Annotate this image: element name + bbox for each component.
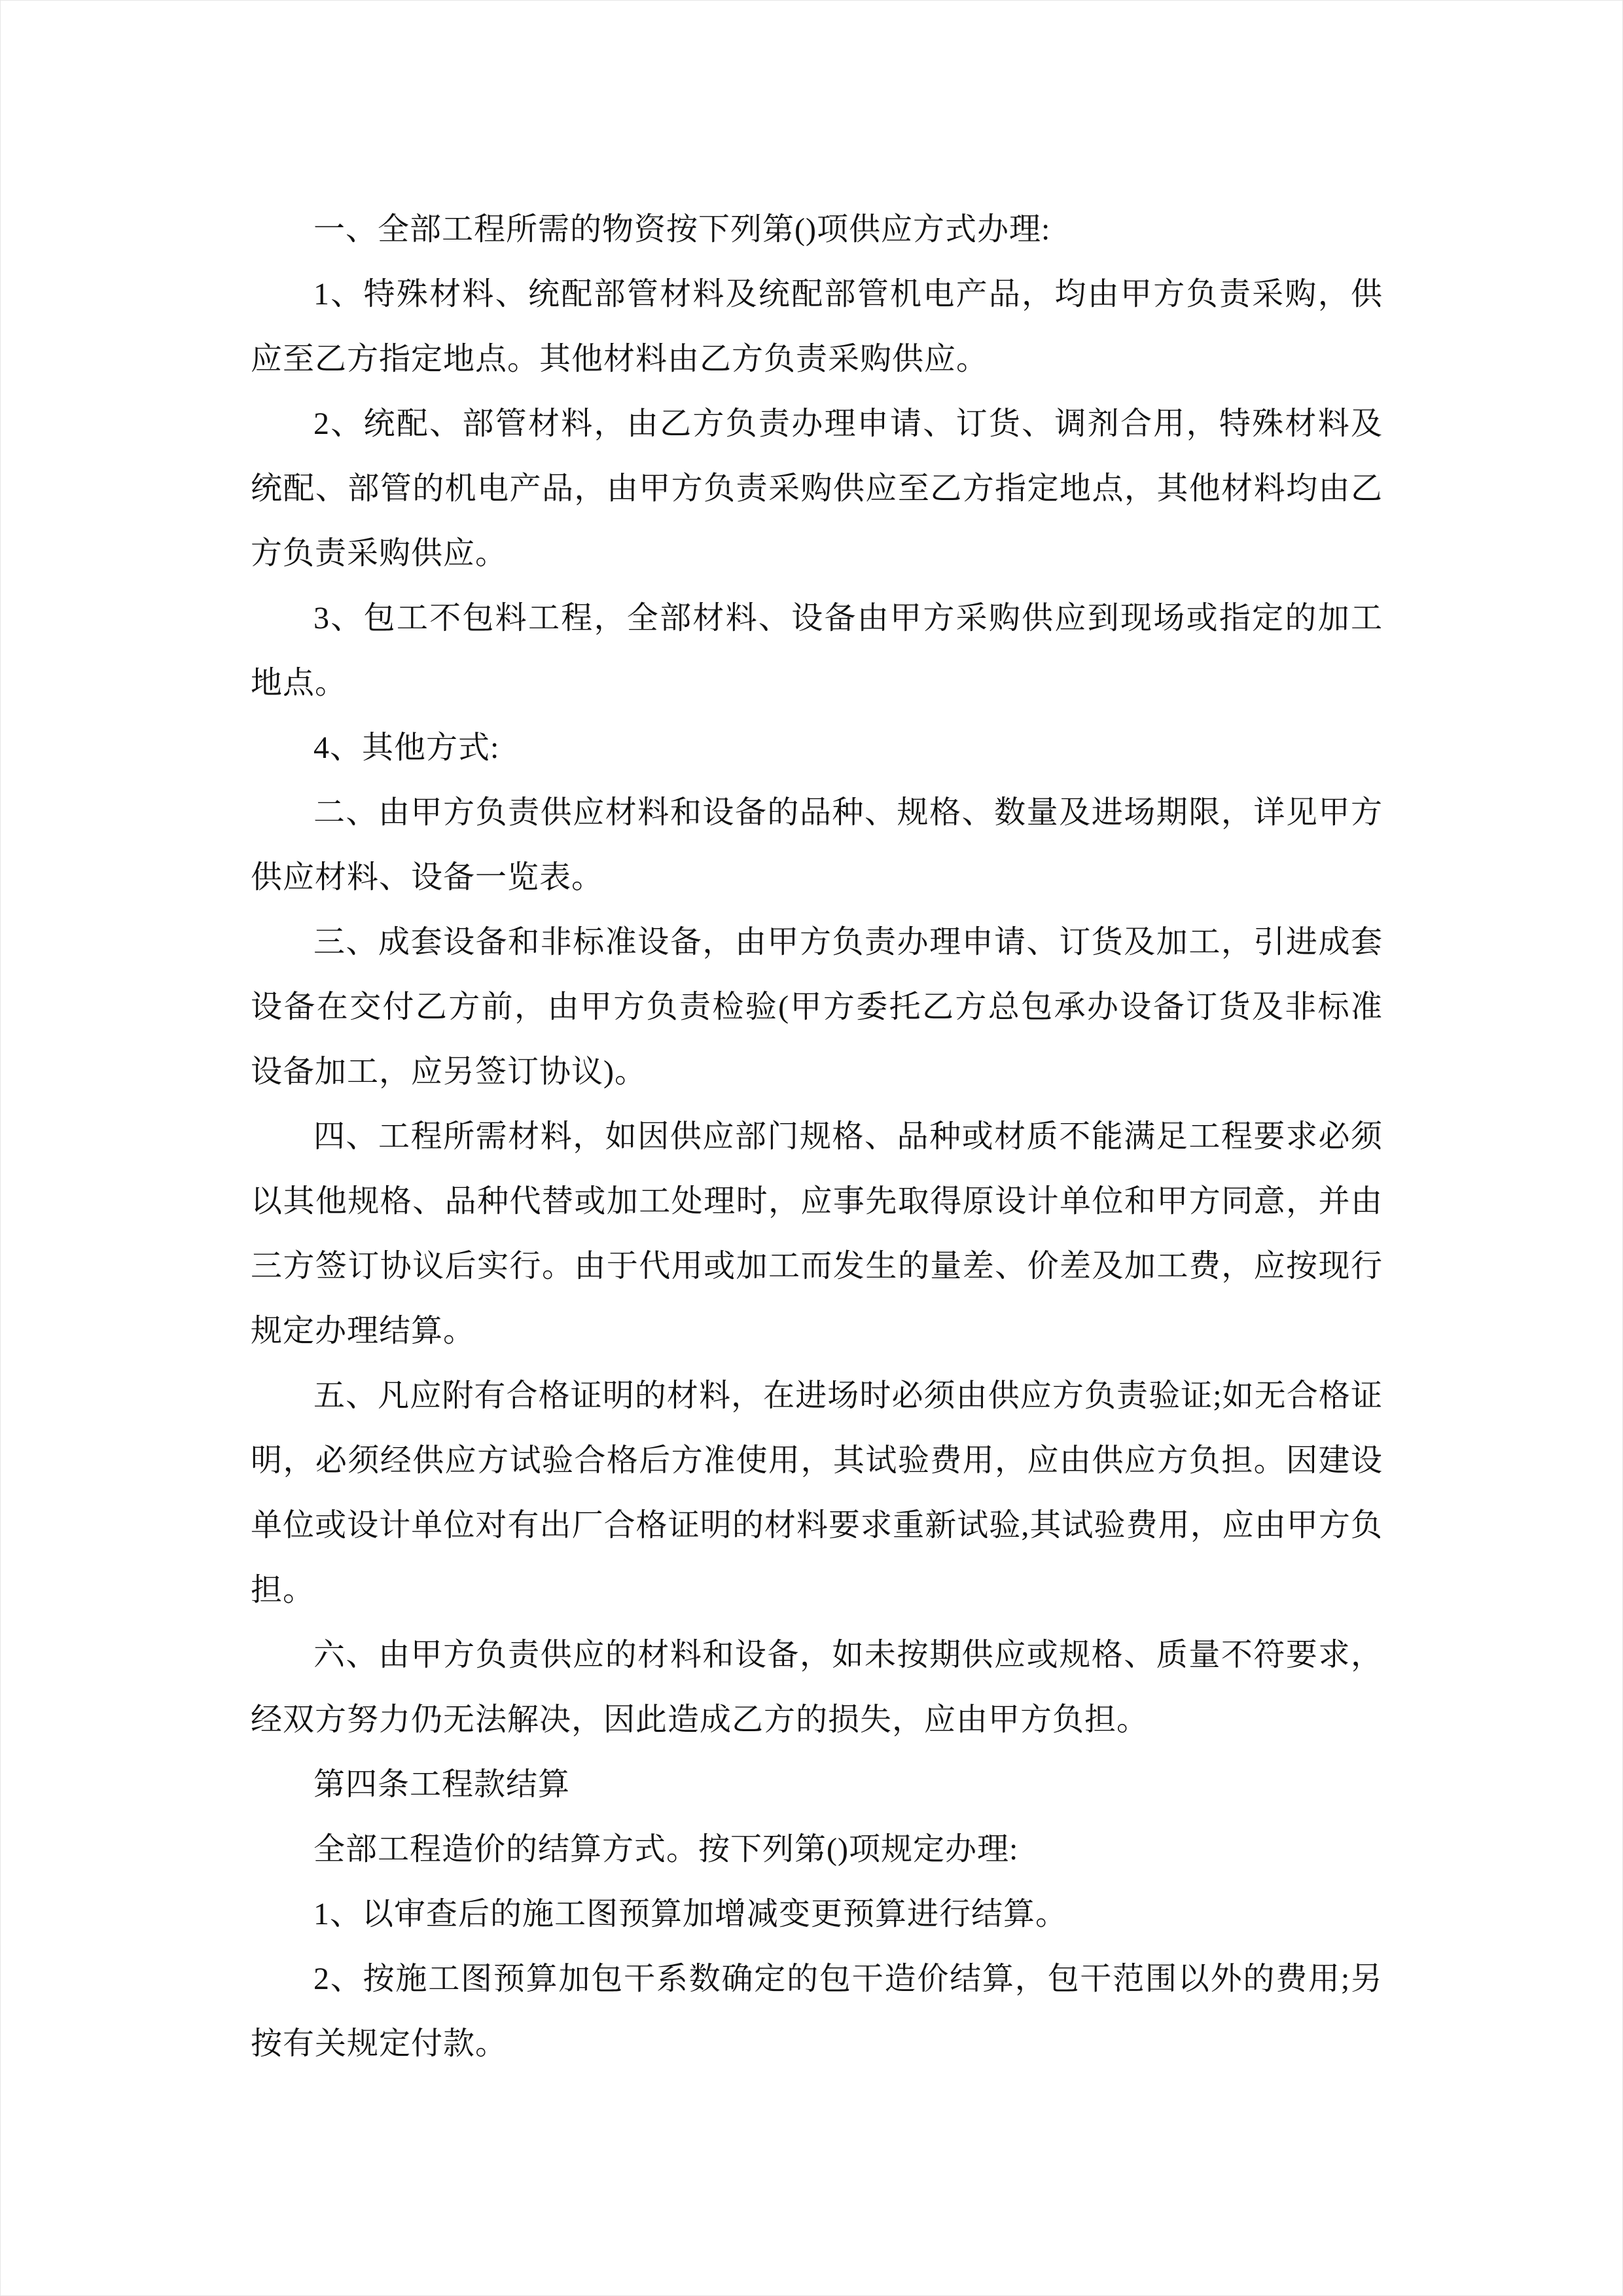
paragraph: 第四条工程款结算 xyxy=(313,1767,571,1802)
paragraph: 1、特殊材料、统配部管材料及统配部管机电产品，均由甲方负责采购，供应至乙方指定地点。其他材料由乙方负责采购供应。 xyxy=(251,277,1383,376)
document-body xyxy=(251,197,1383,2076)
paragraph: 五、凡应附有合格证明的材料，在进场时必须由供应方负责验证;如无合格证明，必须经供应方试验合格后方准使用，其试验费用，应由供应方负担。因建设单位或设计单位对有出厂合格证明的材料要求重新试验,其试验费用，应由甲方负担。 xyxy=(251,1378,1383,1607)
paragraph: 一、全部工程所需的物资按下列第()项供应方式办理: xyxy=(313,212,1051,247)
paragraph: 3、包工不包料工程，全部材料、设备由甲方采购供应到现场或指定的加工地点。 xyxy=(251,601,1383,700)
paragraph: 1、以审查后的施工图预算加增减变更预算进行结算。 xyxy=(313,1897,1068,1931)
paragraph: 全部工程造价的结算方式。按下列第()项规定办理: xyxy=(313,1832,1019,1867)
paragraph: 4、其他方式: xyxy=(313,730,500,765)
paragraph: 三、成套设备和非标准设备，由甲方负责办理申请、订货及加工，引进成套设备在交付乙方前，由甲方负责检验(甲方委托乙方总包承办设备订货及非标准设备加工，应另签订协议)。 xyxy=(251,925,1383,1089)
paragraph: 2、按施工图预算加包干系数确定的包干造价结算，包干范围以外的费用;另按有关规定付款。 xyxy=(251,1962,1383,2061)
paragraph: 六、由甲方负责供应的材料和设备，如未按期供应或规格、质量不符要求，经双方努力仍无法解决，因此造成乙方的损失，应由甲方负担。 xyxy=(251,1638,1383,1737)
paragraph: 四、工程所需材料，如因供应部门规格、品种或材质不能满足工程要求必须以其他规格、品种代替或加工处理时，应事先取得原设计单位和甲方同意，并由三方签订协议后实行。由于代用或加工而发生的量差、价差及加工费，应按现行规定办理结算。 xyxy=(251,1119,1383,1348)
paragraph: 二、由甲方负责供应材料和设备的品种、规格、数量及进场期限，详见甲方供应材料、设备一览表。 xyxy=(251,795,1383,895)
paragraph: 2、统配、部管材料，由乙方负责办理申请、订货、调剂合用，特殊材料及统配、部管的机电产品，由甲方负责采购供应至乙方指定地点，其他材料均由乙方负责采购供应。 xyxy=(251,406,1383,571)
